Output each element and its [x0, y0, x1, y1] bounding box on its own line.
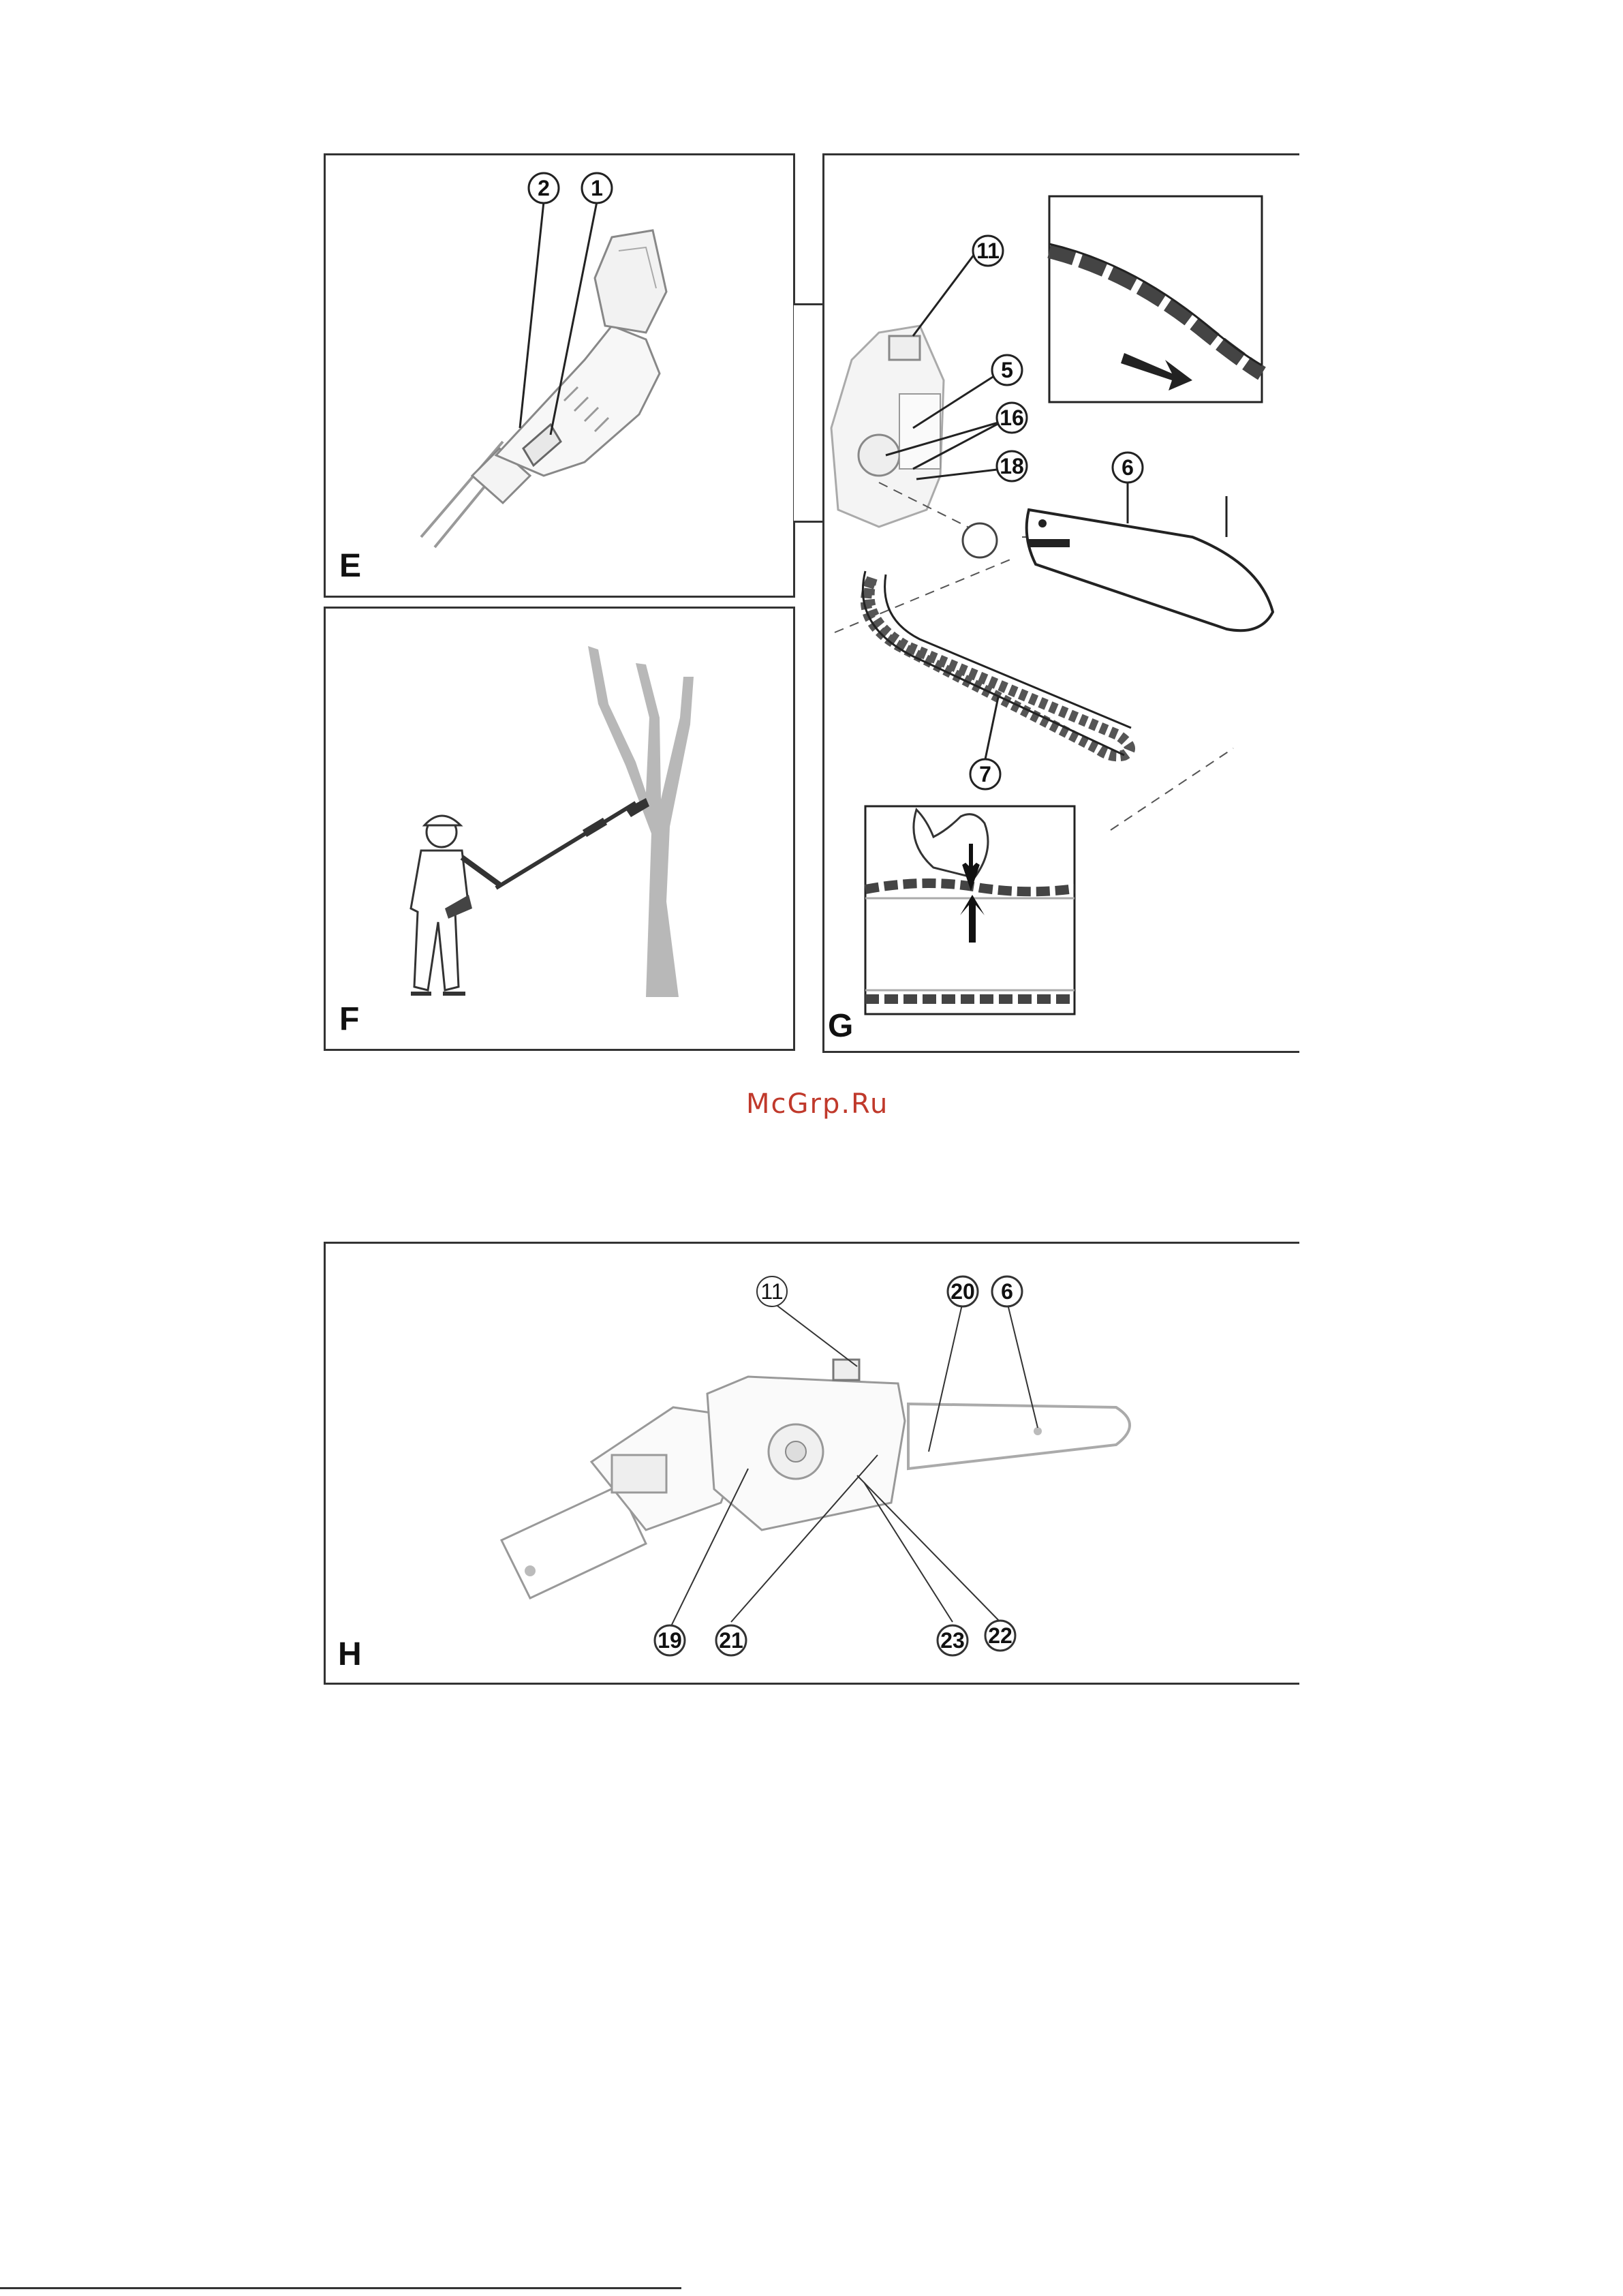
guide-bar-6 [1027, 510, 1273, 630]
callout-20: 20 [950, 1279, 975, 1304]
callout-11: 11 [976, 239, 1000, 263]
panel-e [324, 153, 795, 598]
panel-g [822, 153, 1299, 1053]
panel-h-drawing [326, 1244, 1299, 1685]
footer-rule [0, 2287, 681, 2289]
callout-1: 1 [591, 176, 603, 200]
panel-f [324, 607, 795, 1051]
callout-16: 16 [1000, 405, 1024, 430]
panel-g-drawing [824, 155, 1299, 1053]
panel-letter-h: H [338, 1636, 362, 1672]
guide-bar-h [908, 1404, 1130, 1469]
panel-connector [794, 303, 824, 523]
callout-2: 2 [538, 176, 550, 200]
panel-e-drawing [326, 155, 795, 598]
panel-letter-g: G [828, 1008, 854, 1044]
panel-h [324, 1242, 1299, 1685]
callout-6: 6 [1122, 455, 1134, 480]
panel-letter-e: E [339, 548, 362, 584]
callout-21: 21 [719, 1628, 743, 1653]
callout-6-h: 6 [1001, 1279, 1013, 1304]
saw-chain-7 [866, 578, 1130, 756]
panel-letter-f: F [339, 1001, 360, 1037]
panel-f-drawing [326, 609, 795, 1051]
callout-19: 19 [658, 1628, 682, 1653]
callout-7: 7 [979, 762, 991, 786]
callout-11-h: 11 [760, 1279, 784, 1304]
callout-18: 18 [1000, 454, 1024, 478]
callout-22: 22 [988, 1623, 1013, 1648]
watermark-text: McGrp.Ru [746, 1088, 889, 1120]
callout-23: 23 [940, 1628, 965, 1653]
callout-5: 5 [1001, 358, 1013, 382]
